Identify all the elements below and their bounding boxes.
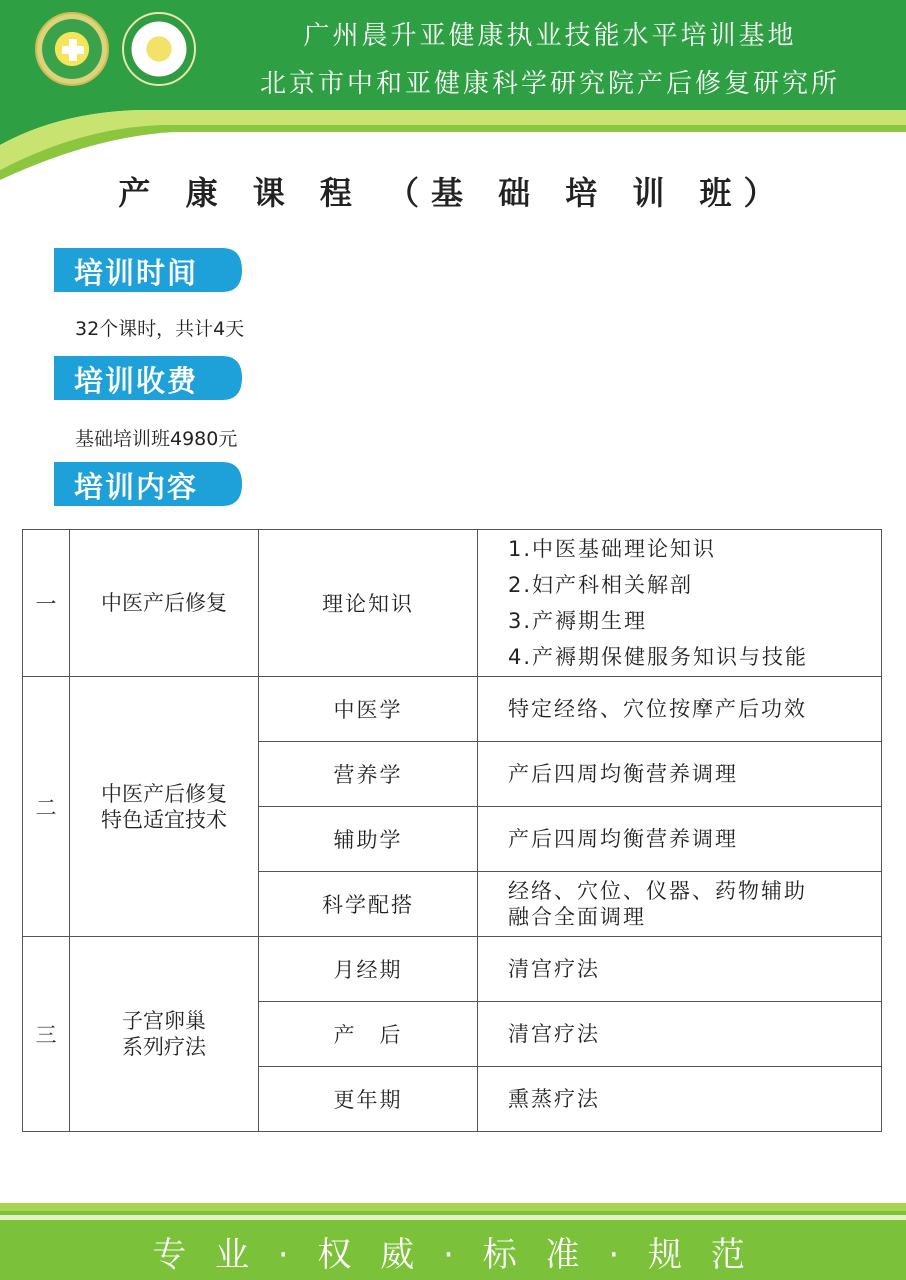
subject-cell: 理论知识 [259,530,478,677]
description-cell: 熏蒸疗法 [478,1067,882,1132]
footer-stripe-light [0,1215,906,1220]
section-heading-time: 培训时间 [74,256,199,290]
description-line: 融合全面调理 [508,905,646,929]
training-time-text: 32个课时，共计4天 [75,318,245,340]
course-table [22,529,882,1132]
category-line: 特色适宜技术 [101,807,227,832]
description-cell: 清宫疗法 [478,1002,882,1067]
training-fee-text: 基础培训班4980元 [75,428,238,450]
health-cross-logo-icon [35,12,109,86]
group-category [70,677,259,937]
category-line: 系列疗法 [122,1035,206,1059]
subject-cell: 更年期 [259,1067,478,1132]
header-line-2: 北京市中和亚健康科学研究院产后修复研究所 [259,69,840,99]
description-cell: 产后四周均衡营养调理 [478,807,882,872]
description-cell [478,872,882,937]
page-title: 产 康 课 程 （基 础 培 训 班） [118,174,788,212]
table-row [23,937,882,1002]
subject-cell: 中医学 [259,677,478,742]
description-line: 经络、穴位、仪器、药物辅助 [508,879,807,903]
subject-cell: 产 后 [259,1002,478,1067]
category-line: 中医产后修复 [101,781,227,806]
category-line: 子宫卵巢 [122,1009,206,1033]
table-row [23,677,882,742]
footer-stripe [0,1203,906,1211]
description-cell [478,530,882,677]
list-item: 1.中医基础理论知识 [508,537,717,561]
section-heading-content: 培训内容 [74,470,199,504]
section-heading-fee: 培训收费 [74,364,199,398]
group-number: 一 [23,530,70,677]
subject-cell: 月经期 [259,937,478,1002]
institute-seal-logo-icon [122,12,196,86]
section-tab-content [54,462,242,506]
list-item: 3.产褥期生理 [508,609,648,633]
description-cell: 清宫疗法 [478,937,882,1002]
section-tab-time [54,248,242,292]
group-number: 三 [23,937,70,1132]
group-category [70,937,259,1132]
table-row [23,530,882,677]
subject-cell: 辅助学 [259,807,478,872]
section-tab-fee [54,356,242,400]
header-line-1: 广州晨升亚健康执业技能水平培训基地 [303,21,797,51]
header-banner [0,0,906,180]
subject-cell: 营养学 [259,742,478,807]
group-number: 二 [23,677,70,937]
description-cell: 特定经络、穴位按摩产后功效 [478,677,882,742]
group-category: 中医产后修复 [70,530,259,677]
list-item: 4.产褥期保健服务知识与技能 [508,645,809,669]
subject-cell: 科学配搭 [259,872,478,937]
footer-banner [0,1203,906,1280]
description-cell: 产后四周均衡营养调理 [478,742,882,807]
list-item: 2.妇产科相关解剖 [508,573,694,597]
footer-slogan: 专 业 · 权 威 · 标 准 · 规 范 [152,1235,754,1275]
